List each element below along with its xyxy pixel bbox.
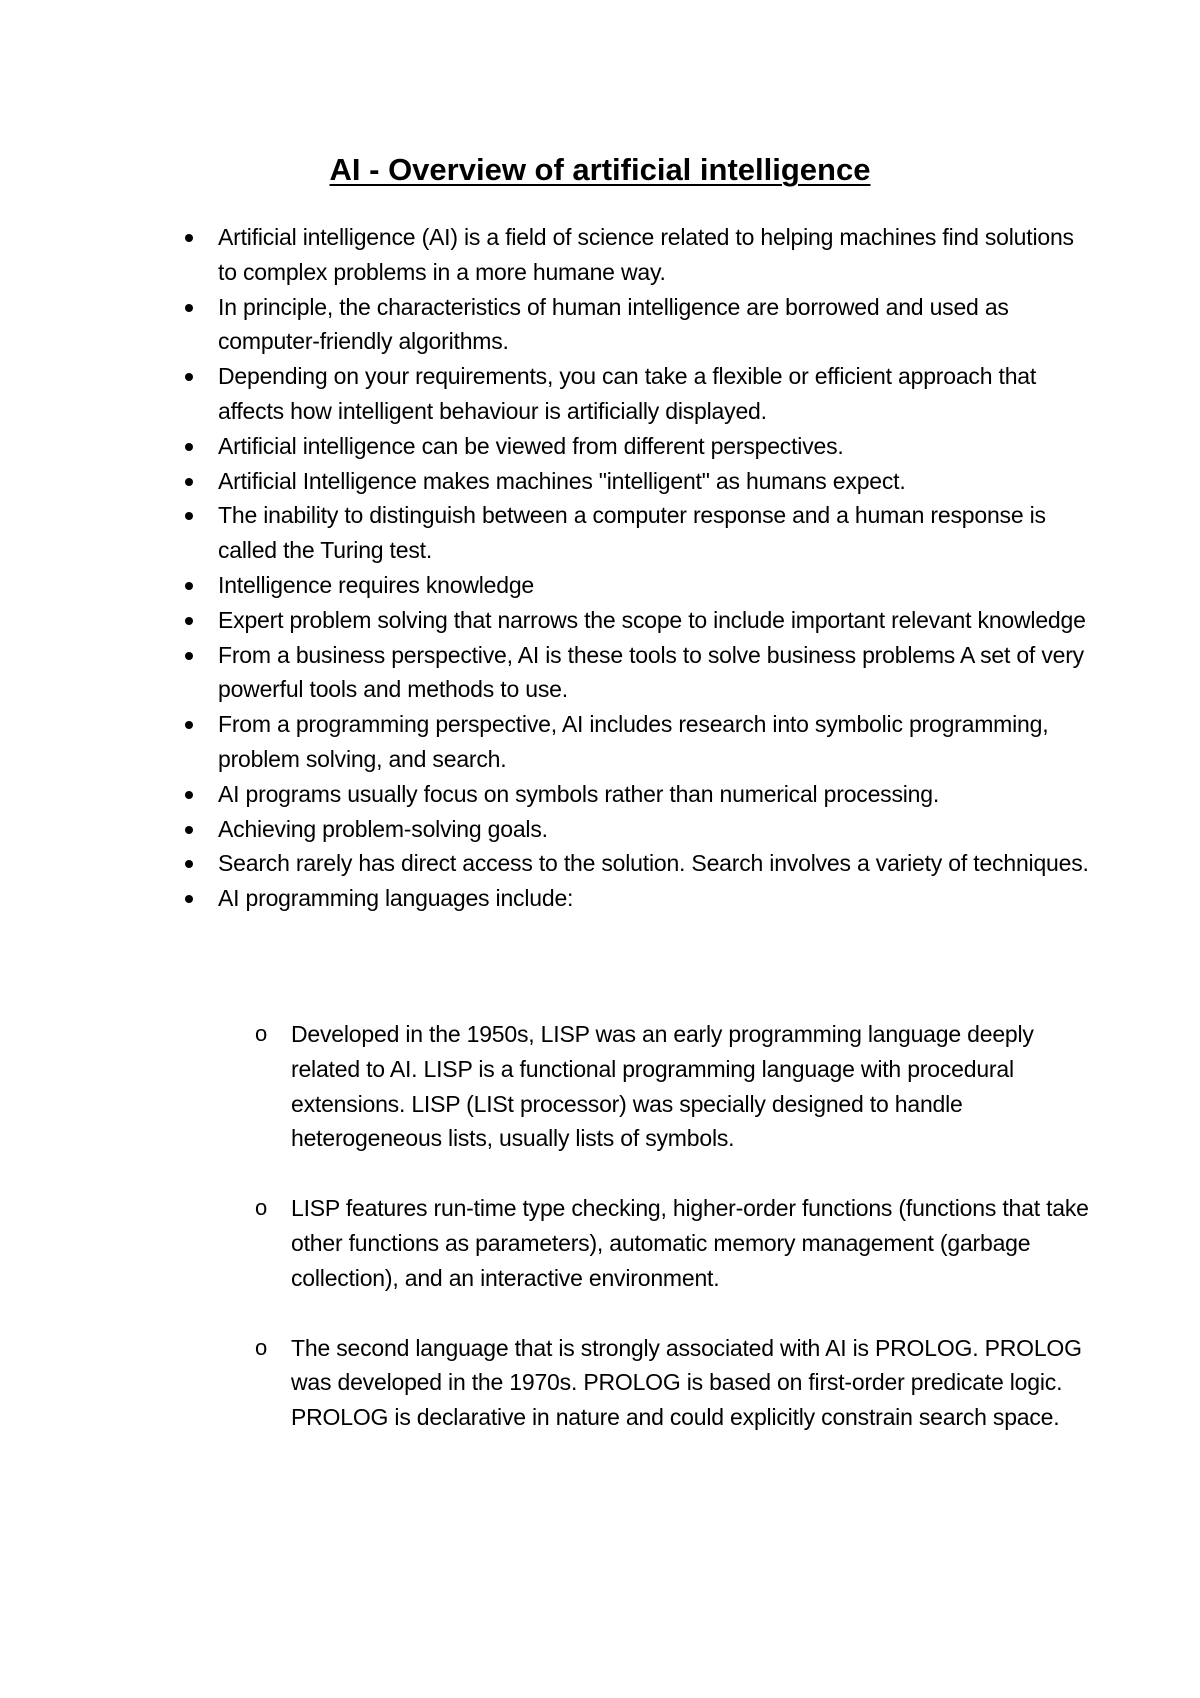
bullet-list — [218, 220, 1098, 916]
bullet-dot-icon — [185, 652, 193, 660]
circle-bullet-icon: o — [255, 1334, 268, 1360]
bullet-dot-icon — [185, 860, 193, 868]
circle-bullet-icon: o — [255, 1195, 268, 1221]
bullet-item — [218, 359, 1098, 429]
sub-bullet-item — [255, 1017, 1091, 1156]
bullet-dot-icon — [185, 443, 193, 451]
bullet-item — [218, 429, 1098, 464]
bullet-text: Search rarely has direct access to the solution. Search involves a variety of techniques. — [218, 850, 1089, 877]
bullet-item — [218, 707, 1098, 777]
bullet-text: Artificial intelligence (AI) is a field of science related to helping machines find solutions to complex problems in a more humane way. — [218, 224, 1074, 285]
bullet-text: The inability to distinguish between a computer response and a human response is called the Turing test. — [218, 502, 1046, 564]
bullet-text: Depending on your requirements, you can take a flexible or efficient approach that affects how intelligent behaviour is artificially displayed. — [218, 363, 1037, 424]
sub-bullet-item — [255, 1191, 1091, 1295]
bullet-text: AI programs usually focus on symbols rather than numerical processing. — [218, 780, 940, 807]
bullet-text: Intelligence requires knowledge — [218, 571, 535, 598]
bullet-dot-icon — [185, 617, 193, 625]
bullet-dot-icon — [185, 512, 193, 520]
bullet-text: Artificial intelligence can be viewed from different perspectives. — [218, 432, 844, 459]
sub-bullet-text: The second language that is strongly associated with AI is PROLOG. PROLOG was developed in the 1970s. PROLOG is based on first-order predicate logic. PROLOG is declarative in nature and could explicitly constrain search space. — [291, 1334, 1082, 1431]
bullet-item — [218, 846, 1098, 881]
circle-bullet-icon: o — [255, 1021, 268, 1046]
bullet-dot-icon — [185, 582, 193, 590]
bullet-text: Expert problem solving that narrows the scope to include important relevant knowledge — [218, 606, 1086, 633]
bullet-text: Artificial Intelligence makes machines "intelligent" as humans expect. — [218, 467, 906, 494]
bullet-item — [218, 498, 1098, 568]
bullet-item — [218, 638, 1098, 708]
sub-bullet-text: Developed in the 1950s, LISP was an early programming language deeply related to AI. LISP is a functional programming language with procedural extensions. LISP (LISt processor) was specially designed to handle heterogeneous lists, usually lists of symbols. — [291, 1021, 1034, 1152]
page-title: AI - Overview of artificial intelligence — [329, 152, 871, 187]
bullet-dot-icon — [185, 791, 193, 799]
bullet-dot-icon — [185, 373, 193, 381]
bullet-dot-icon — [185, 478, 193, 486]
bullet-dot-icon — [185, 304, 193, 312]
bullet-dot-icon — [185, 826, 193, 834]
bullet-item — [218, 812, 1098, 847]
bullet-text: From a business perspective, AI is these tools to solve business problems A set of very powerful tools and methods to use. — [218, 641, 1084, 703]
bullet-text: From a programming perspective, AI includes research into symbolic programming, problem solving, and search. — [218, 711, 1049, 772]
sub-bullet-list — [255, 1017, 1091, 1470]
bullet-item — [218, 603, 1098, 638]
sub-bullet-text: LISP features run-time type checking, higher-order functions (functions that take other functions as parameters), automatic memory management (garbage collection), and an interactive environment. — [291, 1195, 1089, 1291]
bullet-item — [218, 777, 1098, 812]
bullet-text: In principle, the characteristics of human intelligence are borrowed and used as computer-friendly algorithms. — [218, 293, 1009, 355]
bullet-item — [218, 568, 1098, 603]
bullet-item — [218, 220, 1098, 290]
bullet-dot-icon — [185, 895, 193, 903]
bullet-item — [218, 464, 1098, 499]
sub-bullet-item — [255, 1331, 1091, 1435]
bullet-text: AI programming languages include: — [218, 885, 574, 912]
bullet-text: Achieving problem-solving goals. — [218, 815, 548, 842]
bullet-dot-icon — [185, 234, 193, 242]
bullet-item — [218, 290, 1098, 360]
bullet-dot-icon — [185, 721, 193, 729]
bullet-item — [218, 881, 1098, 916]
